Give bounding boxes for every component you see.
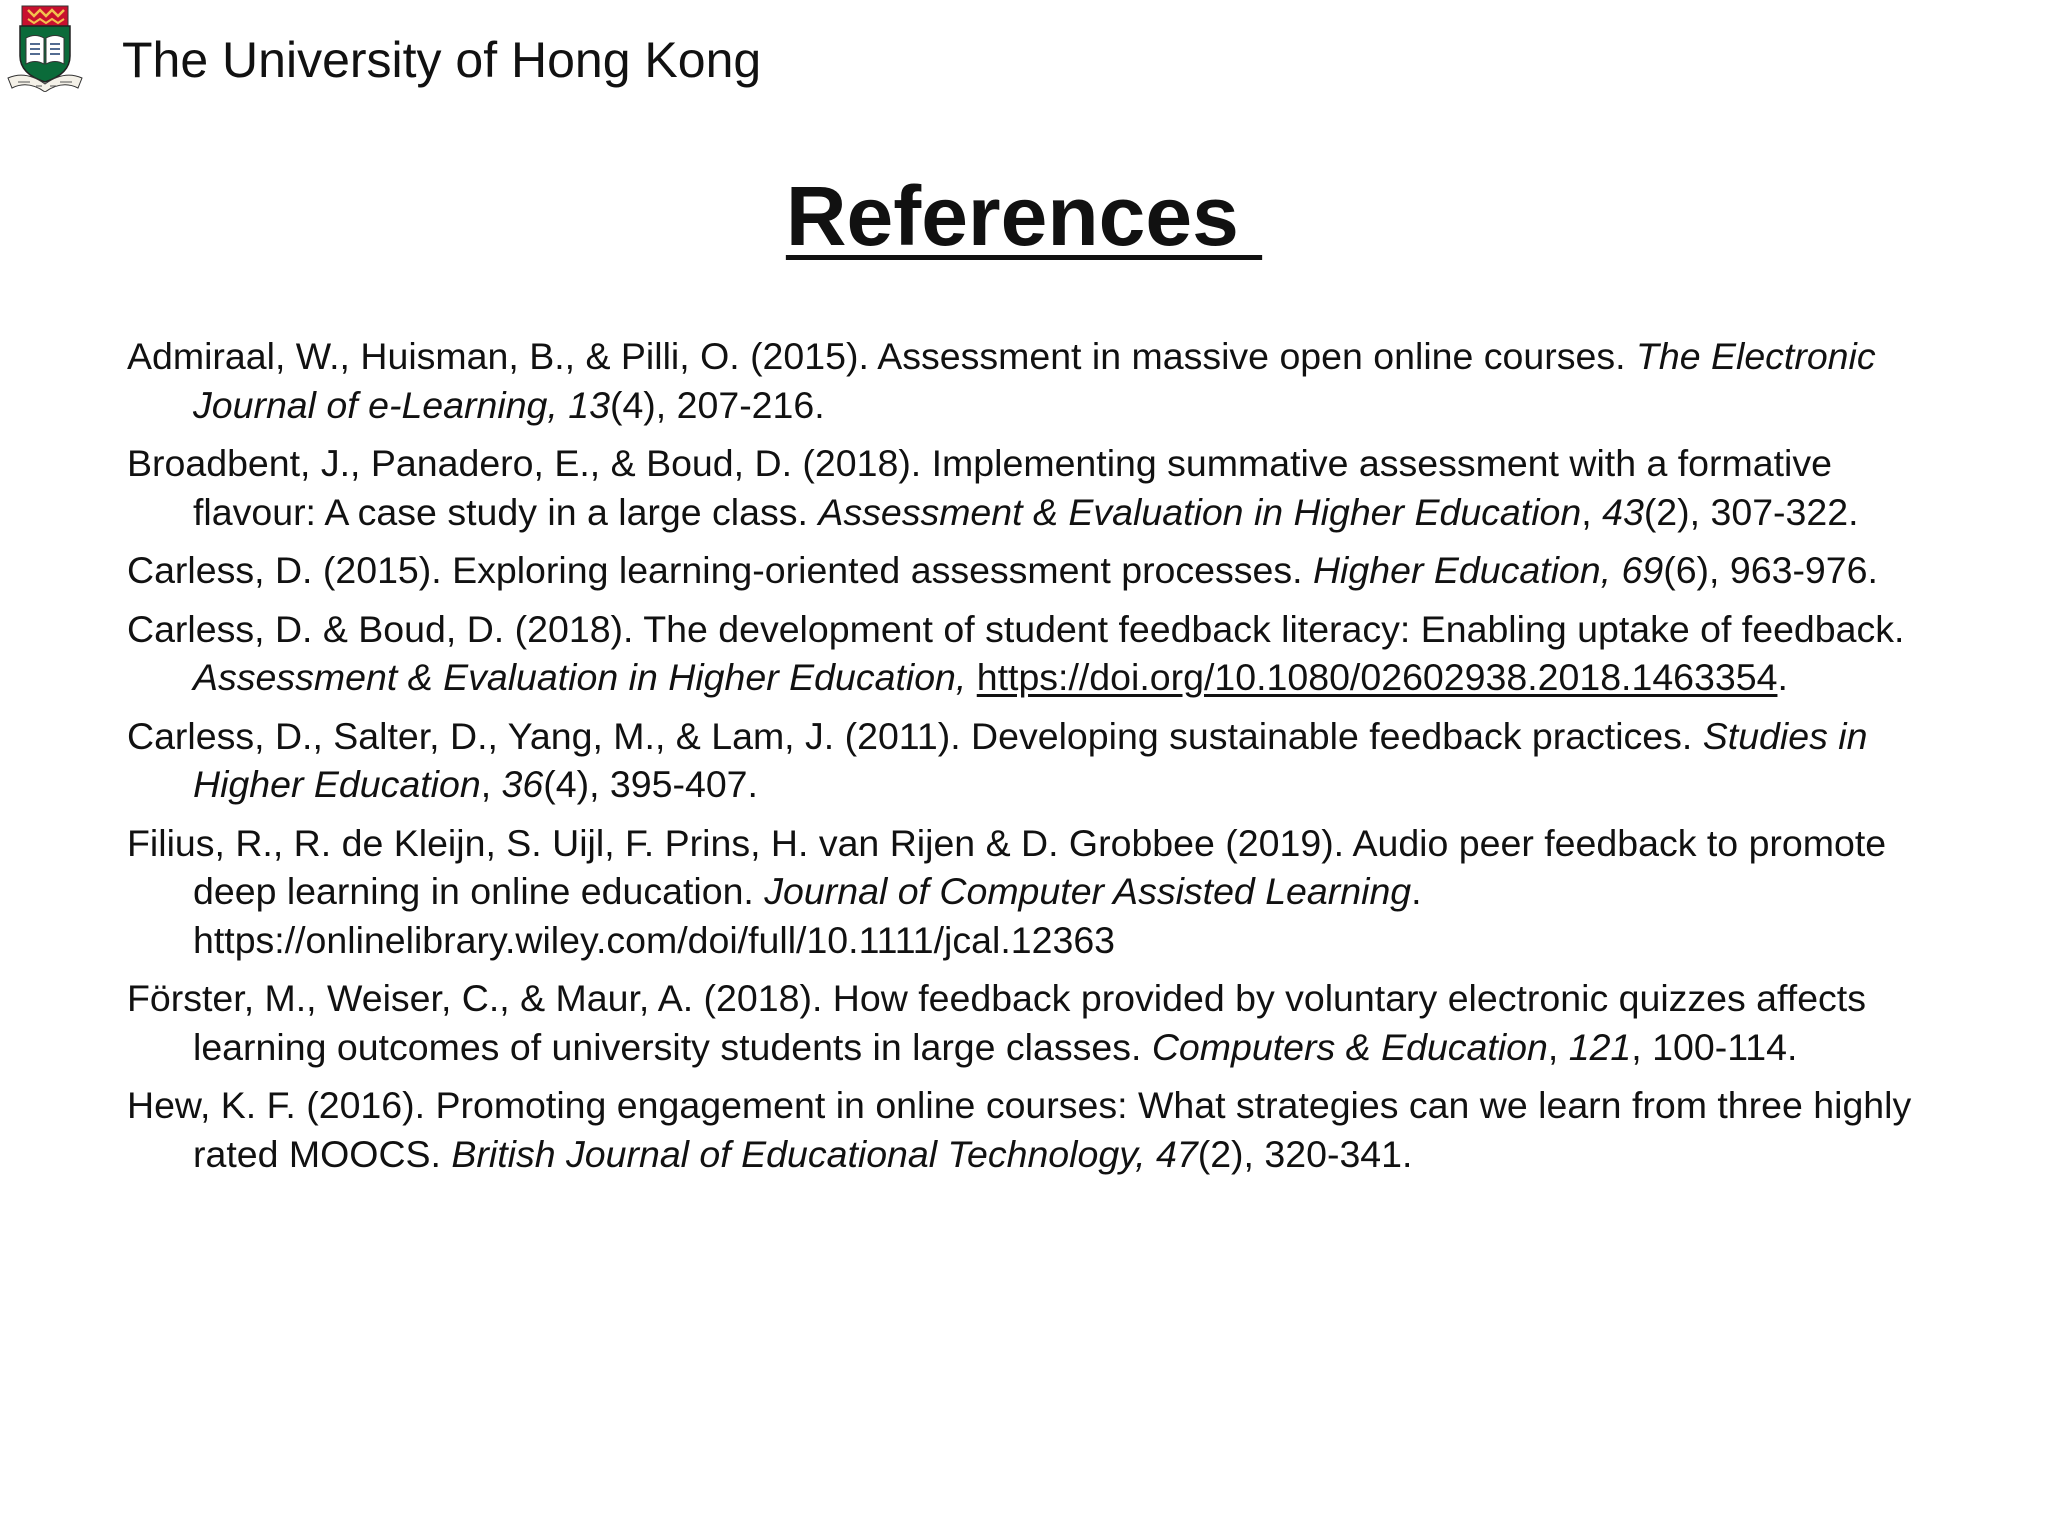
reference-source-italic: Computers & Education bbox=[1151, 1025, 1548, 1068]
reference-text: Carless, D., Salter, D., Yang, M., & Lam, J. (2011). Developing sustainable feedback practices. bbox=[127, 714, 1703, 757]
reference-text: , bbox=[1581, 490, 1603, 533]
reference-text: . https://onlinelibrary.wiley.com/doi/full/10.1111/jcal.12363 bbox=[193, 870, 1422, 961]
reference-doi-link[interactable]: https://doi.org/10.1080/02602938.2018.1463354 bbox=[976, 656, 1778, 698]
reference-text: (2), 307-322. bbox=[1643, 490, 1859, 533]
reference-text: (4), 395-407. bbox=[543, 763, 758, 805]
reference-item bbox=[127, 974, 1957, 1071]
reference-text: , bbox=[1547, 1025, 1569, 1068]
reference-text: Carless, D. (2015). Exploring learning-oriented assessment processes. bbox=[127, 549, 1313, 591]
reference-item bbox=[127, 605, 1957, 702]
reference-source-italic: Assessment & Evaluation in Higher Education, bbox=[193, 656, 977, 698]
reference-text: (6), 963-976. bbox=[1663, 549, 1878, 591]
reference-source-italic: Studies in Higher Education bbox=[193, 714, 1868, 805]
reference-source-italic: 43 bbox=[1602, 490, 1644, 533]
reference-item bbox=[127, 819, 1957, 965]
university-name: The University of Hong Kong bbox=[122, 32, 762, 88]
reference-text: Carless, D. & Boud, D. (2018). The development of student feedback literacy: Enabling uptake of feedback. bbox=[127, 607, 1905, 650]
reference-source-italic: Journal of Computer Assisted Learning bbox=[764, 870, 1412, 912]
reference-source-italic: The Electronic Journal of e-Learning, 13 bbox=[193, 335, 1876, 426]
reference-list bbox=[127, 332, 1957, 1188]
reference-source-italic: 36 bbox=[501, 763, 544, 805]
reference-text: Admiraal, W., Huisman, B., & Pilli, O. (2015). Assessment in massive open online courses. bbox=[127, 335, 1636, 377]
reference-text: , 100-114. bbox=[1631, 1025, 1798, 1068]
reference-text: Filius, R., R. de Kleijn, S. Uijl, F. Prins, H. van Rijen & D. Grobbee (2019). Audio peer feedback to promote deep learning in online education. bbox=[127, 821, 1887, 912]
slide-header bbox=[0, 0, 2048, 110]
reference-item bbox=[127, 332, 1957, 429]
reference-text: (4), 207-216. bbox=[609, 383, 825, 426]
reference-text: (2), 320-341. bbox=[1197, 1132, 1413, 1175]
slide-title: References bbox=[785, 169, 1263, 263]
reference-text: Förster, M., Weiser, C., & Maur, A. (2018). How feedback provided by voluntary electronic quizzes affects learning outcomes of university students in large classes. bbox=[127, 977, 1866, 1068]
reference-item bbox=[127, 1081, 1957, 1178]
reference-source-italic: 121 bbox=[1568, 1025, 1632, 1068]
reference-text: , bbox=[480, 763, 502, 805]
reference-source-italic: Assessment & Evaluation in Higher Education bbox=[818, 490, 1582, 533]
reference-text: Broadbent, J., Panadero, E., & Boud, D. (2018). Implementing summative assessment with a formative flavour: A case study in a large class. bbox=[127, 442, 1832, 533]
reference-item bbox=[127, 546, 1957, 595]
reference-text: . bbox=[1777, 656, 1788, 698]
reference-text: Hew, K. F. (2016). Promoting engagement in online courses: What strategies can we learn from three highly rated MOOCS. bbox=[127, 1084, 1912, 1175]
reference-item bbox=[127, 712, 1957, 809]
hku-crest-icon bbox=[6, 4, 84, 92]
reference-source-italic: Higher Education, 69 bbox=[1312, 549, 1664, 591]
reference-source-italic: British Journal of Educational Technology, 47 bbox=[451, 1132, 1198, 1175]
reference-item bbox=[127, 439, 1957, 536]
